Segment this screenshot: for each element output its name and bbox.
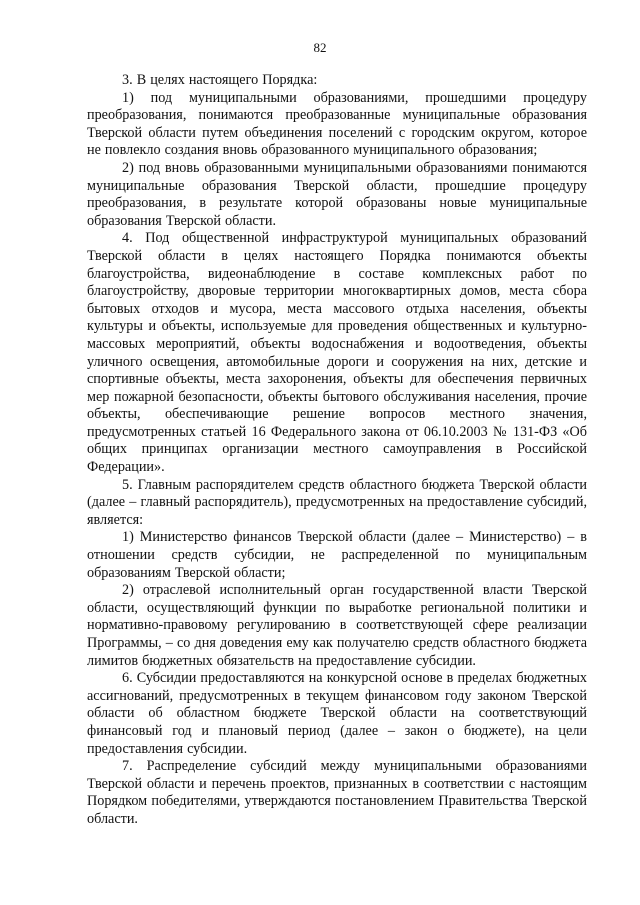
paragraph-clause-5-2: 2) отраслевой исполнительный орган государственной власти Тверской области, осуществляющий функции по выработке региональной политики и нормативно-правовому регулированию в соответствующей сфере реализации Программы, – со дня доведения ему как получателю средств областного бюджета лимитов бюджетных обязательств на предоставление субсидии. bbox=[87, 582, 587, 669]
paragraph-clause-3-2: 2) под вновь образованными муниципальными образованиями понимаются муниципальные образования Тверской области, прошедшие процедуру преобразования, в результате которой образованы новые муниципальные образования Тверской области. bbox=[87, 159, 587, 229]
paragraph-clause-3: 3. В целях настоящего Порядка: bbox=[122, 72, 318, 88]
paragraph-clause-3-1: 1) под муниципальными образованиями, прошедшими процедуру преобразования, понимаются преобразованные муниципальные образования Тверской области путем объединения поселений с городским округом, которое не повлекло создания вновь образованного муниципального образования; bbox=[87, 89, 587, 159]
paragraph-clause-4: 4. Под общественной инфраструктурой муниципальных образований Тверской области в целях настоящего Порядка понимаются объекты благоустройства, видеонаблюдение в составе комплексных работ по благоустройству, дворовые территории многоквартирных домов, места сбора бытовых отходов и мусора, места массового отдыха населения, объекты культуры и объекты, используемые для проведения общественных и культурно-массовых мероприятий, объекты водоснабжения и водоотведения, объекты уличного освещения, автомобильные дороги и сооружения на них, детские и спортивные объекты, места захоронения, объекты для обеспечения первичных мер пожарной безопасности, объекты бытового обслуживания населения, прочие объекты, обеспечивающие решение вопросов местного значения, предусмотренных статьей 16 Федерального закона от 06.10.2003 № 131-ФЗ «Об общих принципах организации местного самоуправления в Российской Федерации». bbox=[87, 230, 587, 476]
paragraph-clause-5: 5. Главным распорядителем средств областного бюджета Тверской области (далее – главный распорядитель), предусмотренных на предоставление субсидий, является: bbox=[87, 476, 587, 528]
document-body bbox=[87, 72, 587, 829]
paragraph-clause-5-1: 1) Министерство финансов Тверской области (далее – Министерство) – в отношении средств субсидии, не распределенной по муниципальным образованиям Тверской области; bbox=[87, 529, 587, 581]
paragraph-clause-6: 6. Субсидии предоставляются на конкурсной основе в пределах бюджетных ассигнований, предусмотренных в текущем финансовом году законом Тверской области об областном бюджете Тверской области на соответствующий финансовый год и плановый период (далее – закон о бюджете), на цели предоставления субсидии. bbox=[87, 670, 587, 757]
paragraph-clause-7: 7. Распределение субсидий между муниципальными образованиями Тверской области и перечень проектов, признанных в соответствии с настоящим Порядком победителями, утверждаются постановлением Правительства Тверской области. bbox=[87, 758, 587, 827]
page-number: 82 bbox=[313, 40, 327, 55]
